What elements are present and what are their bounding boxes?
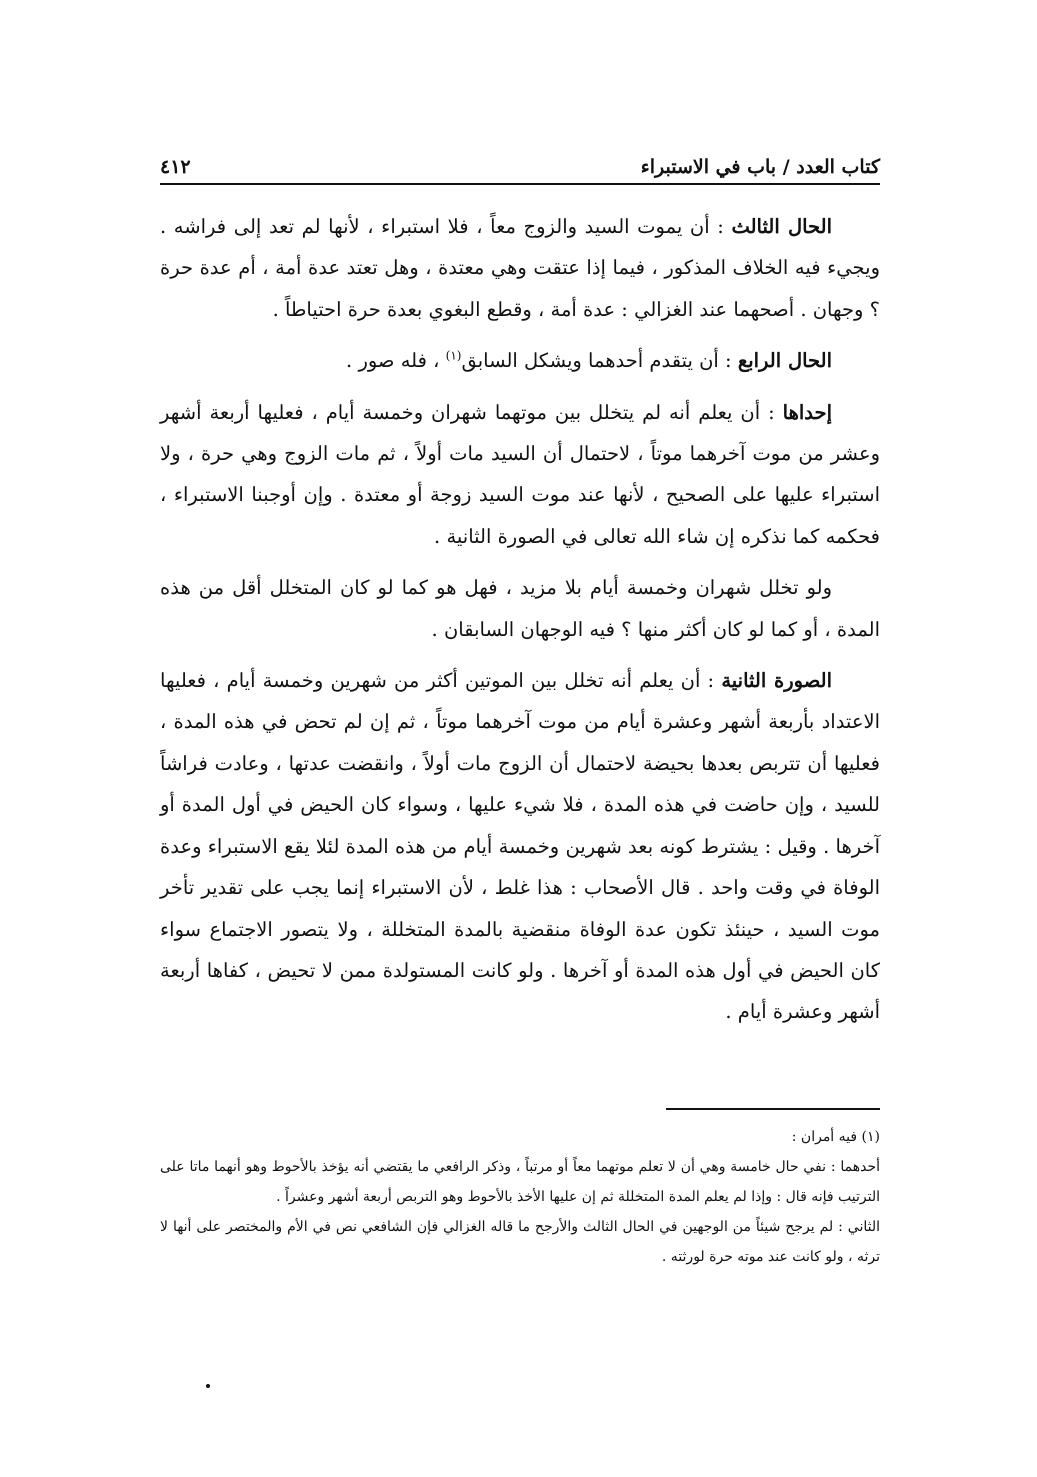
paragraph-text: : أن يتقدم أحدهما ويشكل السابق — [461, 349, 738, 373]
footnote-text: فيه أمران : — [791, 1129, 858, 1145]
paragraph-text: ولو تخلل شهران وخمسة أيام بلا مزيد ، فهل هو كما لو كان المتخلل أقل من هذه المدة ، أو كما لو كان أكثر منها ؟ فيه الوجهان السابقان . — [160, 576, 880, 641]
body-text — [160, 206, 880, 1043]
paragraph-second-form — [160, 660, 880, 1033]
footnote-1-first-point — [160, 1152, 880, 1212]
paragraph-text: ، فله صور . — [346, 349, 446, 373]
footnote-text: الثاني : لم يرجح شيئاً من الوجهين في الحال الثالث والأرجح ما قاله الغزالي فإن الشافعي نص في الأم والمختصر على أنها لا ترثه ، ولو كانت عند موته حرة لورثته . — [160, 1219, 880, 1265]
paragraph-lead: الصورة الثانية — [721, 669, 833, 693]
stray-mark — [206, 1384, 210, 1388]
paragraph-lead: الحال الرابع — [737, 349, 832, 373]
paragraph-lead: الحال الثالث — [731, 215, 833, 238]
footnotes — [160, 1122, 880, 1272]
footnote-marker: (١) — [861, 1129, 880, 1145]
running-title: كتاب العدد / باب في الاستبراء — [640, 156, 880, 178]
footnote-divider — [666, 1108, 880, 1110]
paragraph-text: : أن يعلم أنه تخلل بين الموتين أكثر من شهرين وخمسة أيام ، فعليها الاعتداد بأربعة أشهر وعشرة أيام من موت آخرهما موتاً ، ثم إن لم تحض في هذه المدة ، فعليها أن تتربص بعدها بحيضة لاحتمال أن الزوج مات أولاً ، وانقضت عدتها ، وعادت فراشاً للسيد ، وإن حاضت في هذه المدة ، فلا شيء عليها ، وسواء كان الحيض في أول المدة أو آخرها . وقيل : يشترط كونه بعد شهرين وخمسة أيام من هذه المدة لئلا يقع الاستبراء وعدة الوفاة في وقت واحد . قال الأصحاب : هذا غلط ، لأن الاستبراء إنما يجب على تقدير تأخر موت السيد ، حينئذ تكون عدة الوفاة منقضية بالمدة المتخللة ، ولا يتصور الاجتماع سواء كان الحيض في أول هذه المدة أو آخرها . ولو كانت المستولدة ممن لا تحيض ، كفاها أربعة أشهر وعشرة أيام . — [160, 669, 880, 1024]
footnote-1-intro — [160, 1122, 880, 1152]
paragraph-text: : أن يموت السيد والزوج معاً ، فلا استبراء ، لأنها لم تعد إلى فراشه . ويجيء فيه الخلاف المذكور ، فيما إذا عتقت وهي معتدة ، وهل تعتد عدة أمة ، أم عدة حرة ؟ وجهان . أصحهما عند الغزالي : عدة أمة ، وقطع البغوي بعدة حرة احتياطاً . — [160, 215, 880, 321]
page-number: ٤١٢ — [160, 156, 191, 178]
footnote-1-second-point — [160, 1212, 880, 1272]
paragraph-first-form — [160, 392, 880, 558]
header-divider — [160, 183, 880, 185]
paragraph-lead: إحداها — [782, 400, 832, 424]
paragraph-two-months-case — [160, 567, 880, 650]
page-header — [160, 144, 880, 178]
footnote-text: أحدهما : نفي حال خامسة وهي أن لا تعلم موتهما معاً أو مرتباً ، وذكر الرافعي ما يقتضي أنه يؤخذ بالأحوط وهو أنهما ماتا على الترتيب فإنه قال : وإذا لم يعلم المدة المتخللة ثم إن عليها الأخذ بالأحوط وهو التربص أربعة أشهر وعشراً . — [160, 1159, 880, 1205]
paragraph-third-case — [160, 206, 880, 330]
paragraph-fourth-case — [160, 340, 880, 381]
paragraph-text: : أن يعلم أنه لم يتخلل بين موتهما شهران وخمسة أيام ، فعليها أربعة أشهر وعشر من موت آخرهما موتاً ، لاحتمال أن السيد مات أولاً ، ثم مات الزوج وهي حرة ، ولا استبراء عليها على الصحيح ، لأنها عند موت السيد زوجة أو معتدة . وإن أوجبنا الاستبراء ، فحكمه كما نذكره إن شاء الله تعالى في الصورة الثانية . — [160, 400, 880, 548]
footnote-reference[interactable]: (١) — [445, 348, 462, 363]
